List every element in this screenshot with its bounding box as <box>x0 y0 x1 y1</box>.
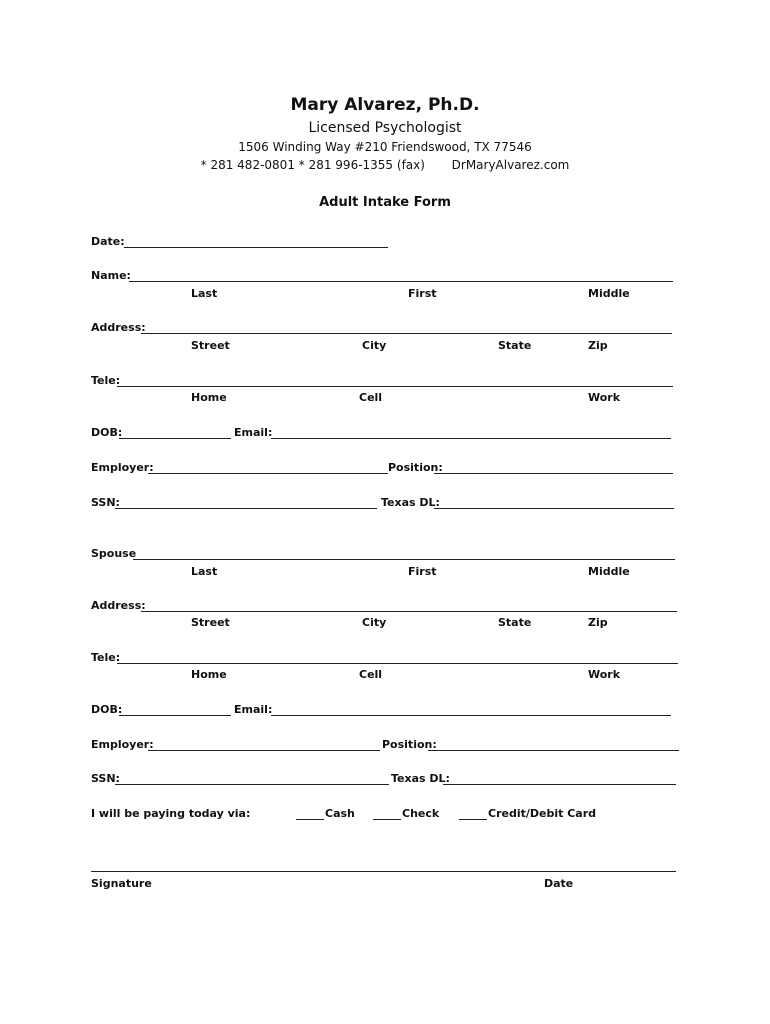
cash-label: Cash <box>325 807 355 820</box>
check-label: Check <box>402 807 440 820</box>
address-field[interactable] <box>141 333 672 334</box>
dob-field[interactable] <box>119 438 231 439</box>
date-label: Date: <box>91 235 125 248</box>
position-label: Position: <box>388 461 443 474</box>
form-title: Adult Intake Form <box>319 195 451 210</box>
name-first-sublabel: First <box>408 287 437 300</box>
tele-home-sublabel: Home <box>191 391 227 404</box>
card-checkbox[interactable] <box>459 819 487 820</box>
spouse-address-label: Address: <box>91 599 146 612</box>
spouse-tele-label: Tele: <box>91 651 121 664</box>
tele-work-sublabel: Work <box>588 391 621 404</box>
spouse-address-state-sublabel: State <box>498 616 532 629</box>
date-field[interactable] <box>124 247 388 248</box>
dob-label: DOB: <box>91 426 123 439</box>
practitioner-name: Mary Alvarez, Ph.D. <box>290 95 480 115</box>
spouse-middle-sublabel: Middle <box>588 565 630 578</box>
spouse-dob-field[interactable] <box>119 715 231 716</box>
email-label: Email: <box>234 426 273 439</box>
spouse-field[interactable] <box>133 559 675 560</box>
spouse-dob-label: DOB: <box>91 703 123 716</box>
spouse-texas-dl-label: Texas DL: <box>391 772 450 785</box>
spouse-label: Spouse <box>91 547 137 560</box>
spouse-ssn-label: SSN: <box>91 772 120 785</box>
spouse-tele-home-sublabel: Home <box>191 668 227 681</box>
signature-label: Signature <box>91 877 152 890</box>
employer-field[interactable] <box>148 473 388 474</box>
address-zip-sublabel: Zip <box>588 339 608 352</box>
name-field[interactable] <box>129 281 673 282</box>
spouse-last-sublabel: Last <box>191 565 218 578</box>
spouse-ssn-field[interactable] <box>115 784 389 785</box>
spouse-address-street-sublabel: Street <box>191 616 230 629</box>
position-field[interactable] <box>434 473 673 474</box>
tele-label: Tele: <box>91 374 121 387</box>
texas-dl-label: Texas DL: <box>381 496 440 509</box>
name-middle-sublabel: Middle <box>588 287 630 300</box>
spouse-employer-label: Employer: <box>91 738 154 751</box>
signature-line[interactable] <box>91 871 676 872</box>
spouse-texas-dl-field[interactable] <box>443 784 676 785</box>
spouse-address-zip-sublabel: Zip <box>588 616 608 629</box>
spouse-tele-cell-sublabel: Cell <box>359 668 383 681</box>
spouse-address-field[interactable] <box>141 611 677 612</box>
address-city-sublabel: City <box>362 339 387 352</box>
address-label: Address: <box>91 321 146 334</box>
spouse-employer-field[interactable] <box>148 750 380 751</box>
phone-fax: * 281 482-0801 * 281 996-1355 (fax) <box>200 158 425 172</box>
payment-prompt: I will be paying today via: <box>91 807 251 820</box>
spouse-first-sublabel: First <box>408 565 437 578</box>
spouse-position-field[interactable] <box>428 750 679 751</box>
tele-cell-sublabel: Cell <box>359 391 383 404</box>
signature-date-label: Date <box>544 877 574 890</box>
spouse-tele-work-sublabel: Work <box>588 668 621 681</box>
name-label: Name: <box>91 269 131 282</box>
cash-checkbox[interactable] <box>296 819 324 820</box>
website: DrMaryAlvarez.com <box>451 158 570 172</box>
address-state-sublabel: State <box>498 339 532 352</box>
address-street-sublabel: Street <box>191 339 230 352</box>
check-checkbox[interactable] <box>373 819 401 820</box>
office-address: 1506 Winding Way #210 Friendswood, TX 77546 <box>238 140 532 154</box>
spouse-email-field[interactable] <box>271 715 671 716</box>
email-field[interactable] <box>271 438 671 439</box>
card-label: Credit/Debit Card <box>488 807 596 820</box>
texas-dl-field[interactable] <box>434 508 674 509</box>
employer-label: Employer: <box>91 461 154 474</box>
tele-field[interactable] <box>117 386 673 387</box>
practitioner-title: Licensed Psychologist <box>308 120 462 136</box>
spouse-tele-field[interactable] <box>117 663 678 664</box>
contact-line <box>0 158 770 172</box>
spouse-position-label: Position: <box>382 738 437 751</box>
spouse-email-label: Email: <box>234 703 273 716</box>
ssn-field[interactable] <box>115 508 377 509</box>
spouse-address-city-sublabel: City <box>362 616 387 629</box>
name-last-sublabel: Last <box>191 287 218 300</box>
ssn-label: SSN: <box>91 496 120 509</box>
